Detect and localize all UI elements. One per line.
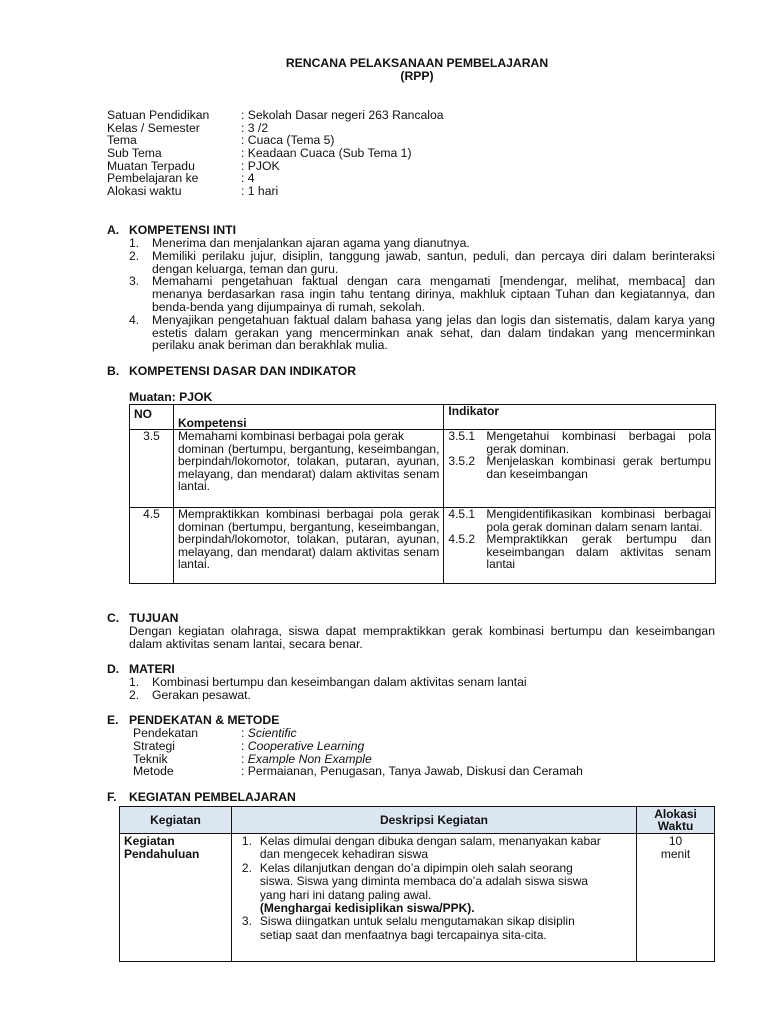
- kompetensi-text: Memahami kombinasi berbagai pola gerak: [177, 429, 405, 444]
- identity-row: [107, 185, 444, 198]
- identity-label: Pembelajaran ke: [107, 171, 199, 186]
- metode-row: Pendekatan : Scientific: [133, 726, 297, 740]
- identity-label: Satuan Pendidikan: [107, 108, 210, 122]
- section-title: TUJUAN: [129, 611, 179, 625]
- indikator-item: [448, 455, 711, 480]
- item-text: Menerima dan menjalankan ajaran agama yang dianutnya.: [152, 236, 470, 250]
- item-text: Memiliki perilaku jujur, disiplin, tanggung jawab, santun, peduli, dan percaya diri dalam berinteraksi dengan keluarga, teman dan guru.: [152, 248, 715, 276]
- section-title: MATERI: [129, 662, 175, 676]
- item-number: 1.: [129, 236, 140, 250]
- metode-block: [133, 727, 583, 778]
- list-item: [129, 275, 715, 313]
- item-text: Siswa diingatkan untuk selalu mengutamakan sikap disiplin setiap saat dan menfaatnya bagi tercapainya sita-cita.: [259, 914, 575, 942]
- item-number: 2.: [129, 248, 140, 263]
- list-item: [129, 250, 715, 276]
- row-number: 3.5: [130, 430, 174, 508]
- identity-label: Kelas / Semester: [107, 120, 200, 135]
- item-emphasis: (Menghargai kedisiplikan siswa/PPK).: [259, 901, 475, 916]
- indikator-item: [448, 533, 711, 570]
- identity-value: : 3 /2: [241, 120, 269, 135]
- identity-row: [107, 147, 444, 160]
- identity-value: : Cuaca (Tema 5): [241, 133, 335, 148]
- section-letter: E.: [107, 713, 119, 727]
- item-number: 4.: [129, 312, 140, 327]
- identity-block: [107, 109, 444, 198]
- indikator-code: 4.5.1: [448, 507, 476, 522]
- kompetensi-cell: [173, 508, 443, 584]
- header-deskripsi: Deskripsi Kegiatan: [231, 807, 636, 834]
- identity-value: : 1 hari: [241, 184, 279, 199]
- header-indikator: Indikator: [444, 405, 716, 430]
- kompetensi-dasar-table: [129, 404, 716, 584]
- indikator-code: 3.5.1: [448, 429, 476, 444]
- muatan-label: Muatan: PJOK: [129, 390, 213, 404]
- metode-label: Metode: [133, 764, 174, 779]
- section-title: KOMPETENSI DASAR DAN INDIKATOR: [129, 364, 357, 378]
- header-no: NO: [130, 405, 174, 430]
- alokasi-value: 10: [668, 834, 683, 848]
- indikator-text: Mengetahui kombinasi berbagai pola gerak dominan.: [486, 429, 711, 456]
- identity-value: : Sekolah Dasar negeri 263 Rancaloa: [241, 108, 444, 122]
- section-title: PENDEKATAN & METODE: [129, 713, 280, 727]
- section-letter: D.: [107, 662, 120, 676]
- identity-label: Muatan Terpadu: [107, 158, 195, 173]
- list-item: [129, 689, 715, 702]
- materi-list: [129, 676, 715, 702]
- row-number: 4.5: [130, 508, 174, 584]
- section-title: KOMPETENSI INTI: [129, 223, 236, 237]
- document-subtitle: (RPP): [400, 69, 434, 83]
- table-header-row: [120, 807, 715, 834]
- indikator-code: 3.5.2: [448, 454, 476, 469]
- document-title: RENCANA PELAKSANAAN PEMBELAJARAN: [285, 56, 549, 70]
- indikator-item: [448, 430, 711, 455]
- item-number: 1.: [241, 834, 252, 848]
- list-item: [129, 314, 715, 352]
- item-number: 3.: [241, 914, 252, 929]
- deskripsi-cell: [231, 834, 636, 962]
- metode-label: Strategi: [133, 738, 176, 753]
- identity-label: Tema: [107, 133, 137, 148]
- list-item: [236, 915, 632, 942]
- metode-row: Teknik : Example Non Example: [133, 751, 372, 766]
- section-letter: F.: [107, 790, 117, 804]
- section-letter: C.: [107, 611, 120, 625]
- indikator-cell: [444, 508, 716, 584]
- item-text: Gerakan pesawat.: [152, 687, 251, 702]
- indikator-text: Mengidentifikasikan kombinasi berbagai pola gerak dominan dalam senam lantai.: [486, 507, 711, 534]
- metode-value: Permaianan, Penugasan, Tanya Jawab, Diskusi dan Ceramah: [247, 764, 583, 779]
- kompetensi-text: Mempraktikkan kombinasi berbagai pola gerak dominan (bertumpu, bergantung, keseimbangan, berpindah/lokomotor, tolakan, putaran, ayunan, melayang, dan mendarat) dalam aktivitas senam lantai.: [177, 507, 440, 572]
- kompetensi-cell: [173, 430, 443, 508]
- item-number: 2.: [241, 860, 252, 875]
- list-item: [236, 835, 632, 862]
- identity-value: : PJOK: [241, 158, 280, 173]
- item-text: Menyajikan pengetahuan faktual dalam bahasa yang jelas dan logis dan sistematis, dalam karya yang estetis dalam gerakan yang mencerminkan anak sehat, dan dalam tindakan yang mencerminkan perilaku anak beriman dan berakhlak mulia.: [152, 312, 715, 353]
- deskripsi-list: [236, 835, 632, 942]
- header-kompetensi: Kompetensi: [173, 405, 443, 430]
- section-b-heading: [107, 365, 356, 378]
- section-f-heading: [107, 791, 296, 804]
- table-row: [120, 834, 715, 962]
- tujuan-text: Dengan kegiatan olahraga, siswa dapat mempraktikkan gerak kombinasi bertumpu dan keseimbangan dalam aktivitas senam lantai, secara benar.: [129, 624, 715, 651]
- kompetensi-inti-list: [129, 237, 715, 352]
- item-text: Kelas dimulai dengan dibuka dengan salam, menanyakan kabar dan mengecek kehadiran siswa: [259, 834, 601, 862]
- indikator-item: [448, 508, 711, 533]
- identity-value: : 4: [241, 171, 255, 186]
- alokasi-cell: [637, 834, 715, 962]
- item-number: 3.: [129, 274, 140, 289]
- metode-label: Teknik: [133, 751, 168, 766]
- identity-label: Sub Tema: [107, 146, 162, 161]
- metode-row: Metode : Permaianan, Penugasan, Tanya Jawab, Diskusi dan Ceramah: [133, 764, 583, 779]
- item-text: Memahami pengetahuan faktual dengan cara mengamati [mendengar, melihat, membaca] dan menanya berdasarkan rasa ingin tahu tentang dirinya, makhluk ciptaan Tuhan dan kegiatannya, dan benda-benda yang dijumpainya di rumah, sekolah.: [152, 274, 715, 314]
- kegiatan-name: Kegiatan Pendahuluan: [120, 834, 232, 962]
- section-letter: A.: [107, 223, 120, 237]
- indikator-text: Mempraktikkan gerak bertumpu dan keseimbangan dalam aktivitas senam lantai: [486, 532, 711, 572]
- item-number: 2.: [129, 687, 140, 702]
- indikator-code: 4.5.2: [448, 532, 476, 547]
- header-kegiatan: Kegiatan: [120, 807, 232, 834]
- section-letter: B.: [107, 364, 120, 378]
- metode-value: Scientific: [247, 726, 297, 740]
- item-text: Kombinasi bertumpu dan keseimbangan dalam aktivitas senam lantai: [152, 675, 527, 689]
- alokasi-unit: menit: [660, 847, 691, 862]
- item-number: 1.: [129, 675, 140, 689]
- metode-value: Cooperative Learning: [247, 738, 365, 753]
- indikator-text: Menjelaskan kombinasi gerak bertumpu dan keseimbangan: [486, 454, 711, 481]
- kegiatan-table: [119, 806, 715, 962]
- table-row: [130, 508, 716, 584]
- identity-value: : Keadaan Cuaca (Sub Tema 1): [241, 146, 412, 161]
- identity-label: Alokasi waktu: [107, 184, 182, 199]
- table-header-row: [130, 405, 716, 430]
- metode-value: Example Non Example: [247, 751, 372, 766]
- metode-row: Strategi : Cooperative Learning: [133, 738, 365, 753]
- header-alokasi: Alokasi Waktu: [637, 807, 715, 834]
- kompetensi-text: dominan (bertumpu, bergantung, keseimbangan, berpindah/lokomotor, tolakan, putaran, ayunan, melayang, dan mendarat) dalam aktivitas senam lantai.: [177, 441, 440, 494]
- list-item: [236, 862, 632, 916]
- indikator-cell: [444, 430, 716, 508]
- metode-label: Pendekatan: [133, 726, 199, 740]
- item-text: Kelas dilanjutkan dengan do’a dipimpin oleh salah seorang siswa. Siswa yang diminta membaca do’a adalah siswa siswa yang hari ini datang paling awal.: [259, 860, 589, 902]
- table-row: [130, 430, 716, 508]
- section-title: KEGIATAN PEMBELAJARAN: [129, 790, 296, 804]
- identity-row: [107, 109, 444, 122]
